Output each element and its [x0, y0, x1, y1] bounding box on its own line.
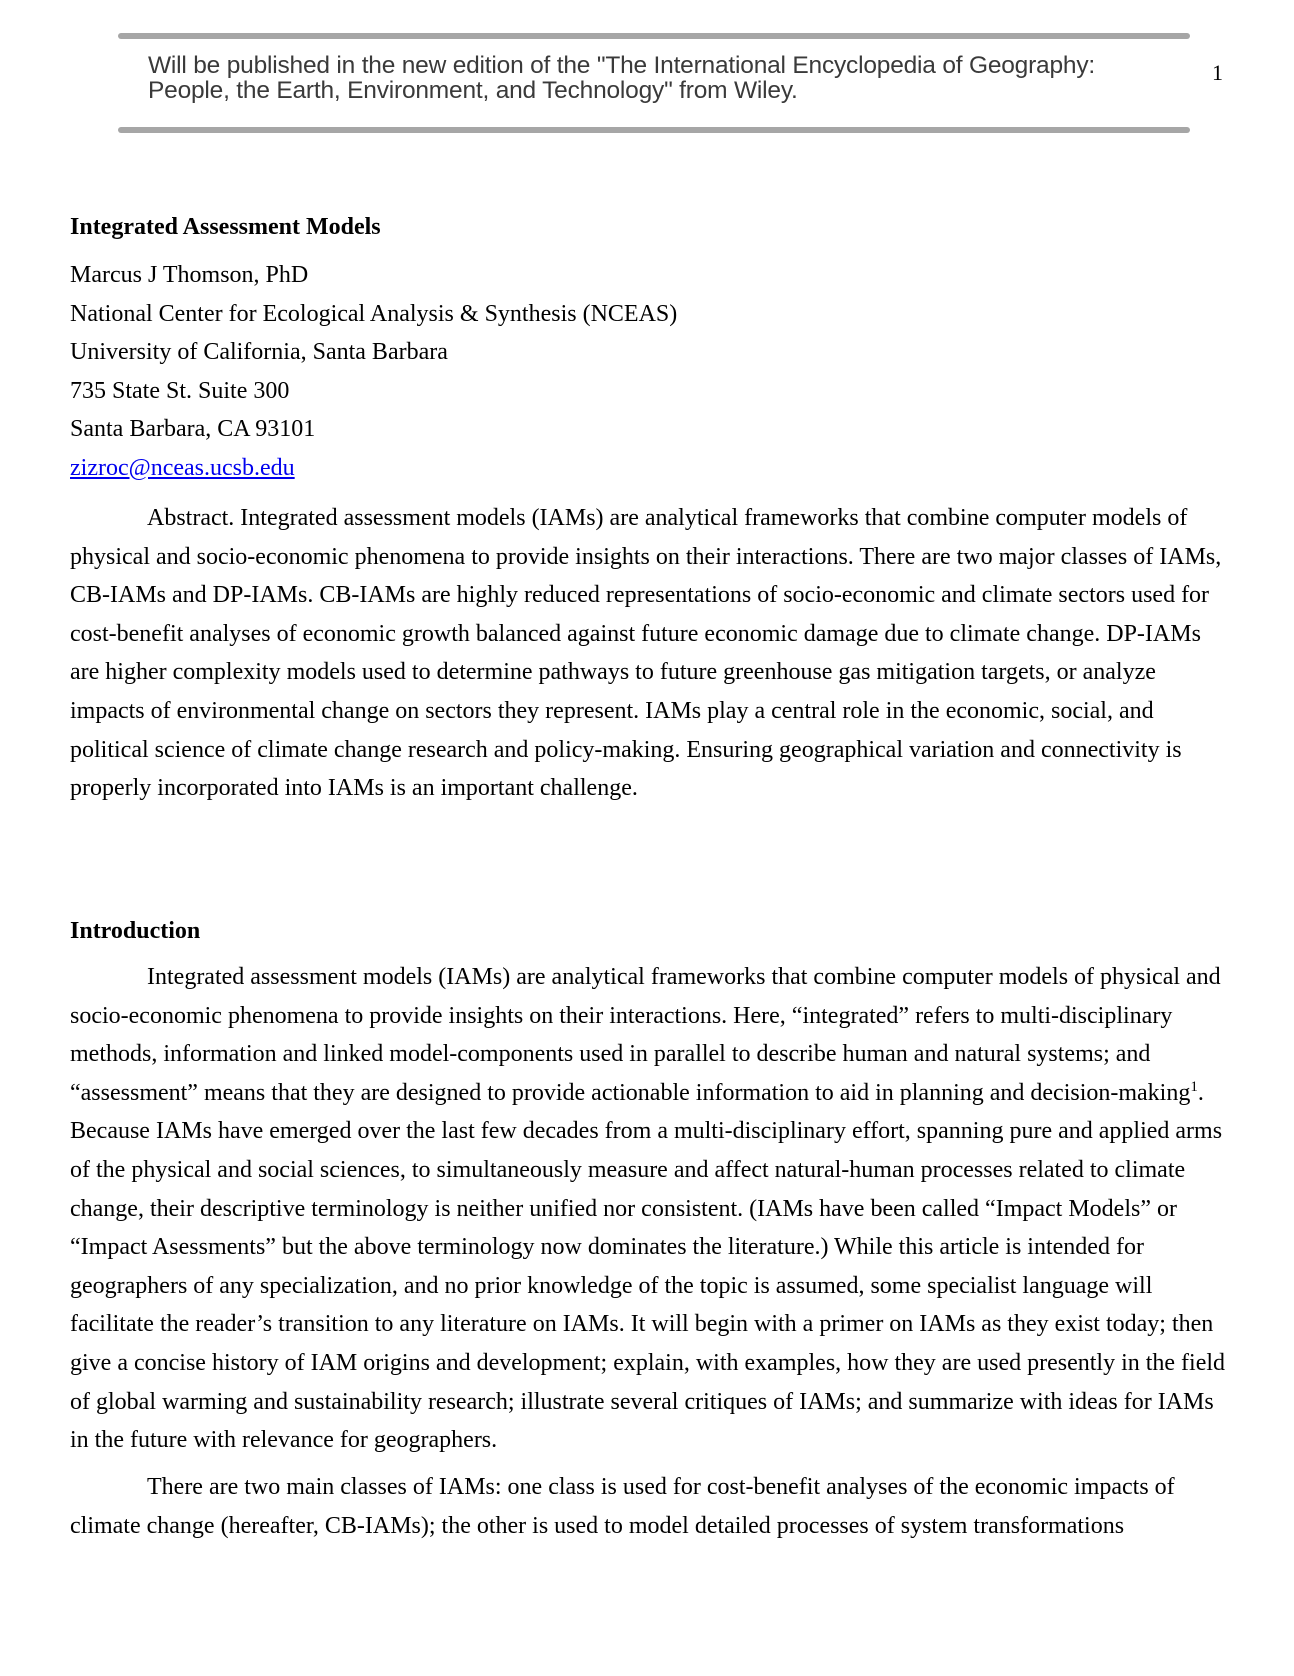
introduction-heading: Introduction: [70, 918, 201, 944]
author-name: Marcus J Thomson, PhD: [70, 262, 309, 288]
intro-text-part1: Integrated assessment models (IAMs) are analytical frameworks that combine computer models of physical and socio-economic phenomena to provide insights on their interactions. Here, “integrated” refers to multi-disciplinary methods, information and linked model-components used in parallel to describe human and natural systems; and “assessment” means that they are designed to provide actionable information to aid in planning and decision-making: [70, 964, 1221, 1106]
author-email-link[interactable]: zizroc@nceas.ucsb.edu: [70, 454, 295, 481]
author-city: Santa Barbara, CA 93101: [70, 416, 316, 442]
publication-note: Will be published in the new edition of the "The International Encyclopedia of Geography: People, the Earth, Environment, and Technology" from Wiley.: [148, 52, 1095, 104]
introduction-paragraph-1: [70, 958, 1230, 1460]
abstract-paragraph: Abstract. Integrated assessment models (IAMs) are analytical frameworks that combine computer models of physical and socio-economic phenomena to provide insights on their interactions. There are two major classes of IAMs, CB-IAMs and DP-IAMs. CB-IAMs are highly reduced representations of socio-economic and climate sectors used for cost-benefit analyses of economic growth balanced against future economic damage due to climate change. DP-IAMs are higher complexity models used to determine pathways to future greenhouse gas mitigation targets, or analyze impacts of environmental change on sectors they represent. IAMs play a central role in the economic, social, and political science of climate change research and policy-making. Ensuring geographical variation and connectivity is properly incorporated into IAMs is an important challenge.: [70, 505, 1222, 802]
author-block: [70, 256, 1230, 487]
intro-text-part2: . Because IAMs have emerged over the last few decades from a multi-disciplinary effort, spanning pure and applied arms of the physical and social sciences, to simultaneously measure and affect natural-human processes related to climate change, their descriptive terminology is neither unified nor consistent. (IAMs have been called “Impact Models” or “Impact Asessments” but the above terminology now dominates the literature.) While this article is intended for geographers of any specialization, and no prior knowledge of the topic is assumed, some specialist language will facilitate the reader’s transition to any literature on IAMs. It will begin with a primer on IAMs as they exist today; then give a concise history of IAM origins and development; explain, with examples, how they are used presently in the field of global warming and sustainability research; illustrate several critiques of IAMs; and summarize with ideas for IAMs in the future with relevance for geographers.: [70, 1079, 1226, 1454]
article-title: Integrated Assessment Models: [70, 214, 381, 240]
introduction-paragraph-2: There are two main classes of IAMs: one class is used for cost-benefit analyses of the economic impacts of climate change (hereafter, CB-IAMs); the other is used to model detailed processes of system transformations: [70, 1474, 1175, 1539]
author-affiliation: National Center for Ecological Analysis & Synthesis (NCEAS): [70, 300, 678, 327]
page-number: 1: [1212, 60, 1223, 85]
header-bottom-rule: [118, 127, 1190, 133]
author-institution: University of California, Santa Barbara: [70, 339, 448, 365]
footnote-marker[interactable]: 1: [1190, 1078, 1198, 1095]
running-header: [118, 33, 1190, 133]
author-street: 735 State St. Suite 300: [70, 377, 290, 404]
header-top-rule: [118, 33, 1190, 39]
document-body: [70, 208, 1230, 1539]
